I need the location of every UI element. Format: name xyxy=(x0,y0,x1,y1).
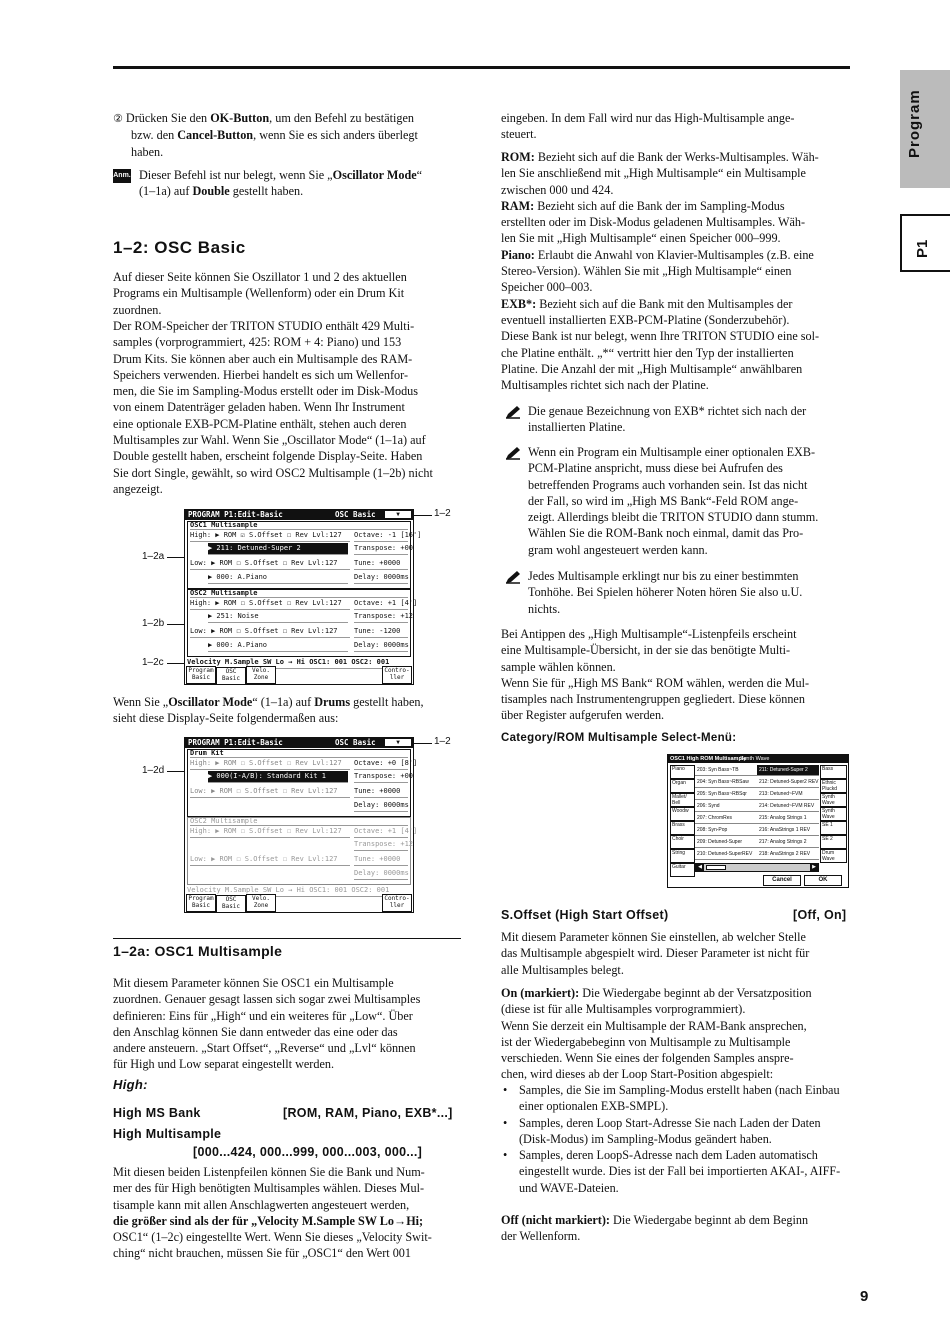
drum-low-row: Low: ▶ ROM ☐ S.Offset ☐ Rev Lvl:127 xyxy=(190,786,350,798)
screen-title-bar: PROGRAM P1:Edit-Basic OSC Basic ▼ xyxy=(185,510,413,520)
anm-icon: Anm. xyxy=(113,169,131,183)
note-exb-missing: Wenn ein Program ein Multisample einer optionalen EXB- PCM-Platine anspricht, muss diese bei Aufrufen des betreffenden Programs auch vorhanden sein. Ist das nicht der Fall, so wird im „High MS Bank“-Feld ROM ange- zeigt. Allerdings bleibt die TRITON STUDIO dann stumm. Wählen Sie die ROM-Bank noch einmal, damit das Pro- gram wohl angesteuert werden kann. xyxy=(528,445,819,557)
param-high-ms-bank-range: [ROM, RAM, Piano, EXB*...] xyxy=(283,1106,453,1120)
category-tab-organ[interactable]: Organ xyxy=(670,779,695,793)
callout-line-1-2c xyxy=(167,663,185,664)
callout-1-2a: 1–2a xyxy=(142,551,165,562)
off-description: Off (nicht markiert): Die Wiedergabe beginnt ab dem Beginn der Wellenform. xyxy=(501,1213,809,1244)
tab-osc-basic-2[interactable]: OSC Basic xyxy=(216,895,246,912)
osc1-transpose[interactable]: Transpose: +00 xyxy=(354,543,408,555)
callout-1-2b: 1–2b xyxy=(142,618,165,629)
drum-delay[interactable]: Delay: 0000ms xyxy=(354,800,408,812)
note-pitch-limit: Jedes Multisample erklingt nur bis zu einer bestimmten Tonhöhe. Bei Spielen höherer Noten hören Sie also u.U. nichts. xyxy=(528,569,803,616)
page-menu-button[interactable]: ▼ xyxy=(385,511,411,518)
anm-note: Dieser Befehl ist nur belegt, wenn Sie „Oscillator Mode“ (1–1a) auf Double gestellt haben. xyxy=(139,168,423,199)
category-tab-brass[interactable]: Brass xyxy=(670,821,695,835)
high-subheading: High: xyxy=(113,1077,148,1092)
drum-high-row: High: ▶ ROM ☐ S.Offset ☐ Rev Lvl:127 xyxy=(190,758,350,770)
param-s-offset: S.Offset (High Start Offset) xyxy=(501,908,669,922)
ms-list-item[interactable]: 206: Synd xyxy=(695,801,757,812)
rom-multisample-select-menu xyxy=(667,754,849,888)
category-tab-drum-wave[interactable]: Drum Wave xyxy=(820,849,847,863)
scroll-right-icon[interactable]: ▶ xyxy=(810,864,818,871)
ms-list-item[interactable]: 210: Detuned-SuperREV xyxy=(695,849,757,860)
osc2-header: OSC2 Multisample xyxy=(190,590,408,598)
category-tab-synth-wave[interactable]: Synth Wave xyxy=(820,793,847,807)
pencil-note-icon xyxy=(505,446,521,460)
sample-bullet-list xyxy=(501,1082,841,1196)
osc2-octave[interactable]: Octave: +1 [4'] xyxy=(354,598,408,610)
category-tab-choir[interactable]: Choir xyxy=(670,835,695,849)
screen-title-bar-2: PROGRAM P1:Edit-Basic OSC Basic ▼ xyxy=(185,738,413,748)
select-ok-button[interactable]: OK xyxy=(804,875,842,886)
drum-octave[interactable]: Octave: +0 [8'] xyxy=(354,758,408,770)
param-s-offset-range: [Off, On] xyxy=(793,908,847,922)
osc2-transpose-disabled: Transpose: +12 xyxy=(354,839,408,851)
side-tab-page-label: P1 xyxy=(914,239,931,258)
list-paragraph: Bei Antippen des „High Multisample“-Listenpfeils erscheint eine Multisample-Übersicht, in der sie das benötigte Multi- sample wählen können. Wenn Sie für „High MS Bank“ ROM wählen, werden die Mul- tisamples nach Instrumentengruppen gegliedert. Diese können über Register aufgerufen werden. xyxy=(501,627,810,723)
ms-list-item[interactable]: 203: Syn Bass~TB xyxy=(695,765,757,776)
ms-list-item[interactable]: 215: Analog Strings 1 xyxy=(757,813,819,824)
ms-list-item[interactable]: 216: AnaStrings 1 REV xyxy=(757,825,819,836)
ms-list-item[interactable]: 217: Analog Strings 2 xyxy=(757,837,819,848)
callout-line-1-2b xyxy=(167,624,185,625)
ms-list-item[interactable]: 205: Syn Bass~RBSqr xyxy=(695,789,757,800)
param-high-multisample: High Multisample xyxy=(113,1127,222,1141)
callout-1-2: 1–2 xyxy=(434,508,451,519)
callout-1-2c: 1–2c xyxy=(142,657,164,668)
osc1-high-multisample[interactable]: ▶ 211: Detuned-Super 2 xyxy=(208,543,348,555)
list-item: • Samples, die Sie im Sampling-Modus erstellt haben (nach Einbau einer optionalen EXB-SMPL). xyxy=(501,1082,841,1115)
osc2-tune[interactable]: Tune: -1200 xyxy=(354,626,408,638)
ms-list-item[interactable]: 208: Syn-Pop xyxy=(695,825,757,836)
ms-list-item[interactable]: 218: AnaStrings 2 REV xyxy=(757,849,819,860)
osc2-low-row[interactable]: Low: ▶ ROM ☐ S.Offset ☐ Rev Lvl:127 xyxy=(190,626,350,638)
osc2-low-multisample[interactable]: ▶ 000: A.Piano xyxy=(208,640,348,652)
select-cancel-button[interactable]: Cancel xyxy=(763,875,801,886)
drums-intro: Wenn Sie „Oscillator Mode“ (1–1a) auf Drums gestellt haben, sieht diese Display-Seite folgendermaßen aus: xyxy=(113,695,424,726)
osc1-high-row[interactable]: High: ▶ ROM ☑ S.Offset ☐ Rev Lvl:127 xyxy=(190,530,350,542)
osc1-octave[interactable]: Octave: -1 [16'] xyxy=(354,530,408,542)
osc1-header: OSC1 Multisample xyxy=(190,522,408,530)
side-tab-program-label: Program xyxy=(906,89,923,158)
tab-osc-basic[interactable]: OSC Basic xyxy=(216,667,246,684)
pencil-note-icon xyxy=(505,570,521,584)
callout-line-1-2 xyxy=(412,515,432,516)
callout-line-1-2-s2 xyxy=(412,743,432,744)
on-description: On (markiert): Die Wiedergabe beginnt ab der Versatzposition (diese ist für alle Multisamples vorprogrammiert). Wenn Sie derzeit ein Multisample der RAM-Bank ansprechen, ist der Wiedergabebeginn von Multisample zu Multisample verschieden. Wenn Sie eines der folgenden Samples anspre- chen, wird dieses ab der Loop Start-Position abgespielt: xyxy=(501,986,812,1082)
tab-velo-zone[interactable]: Velo. Zone xyxy=(246,666,276,684)
osc-basic-screen-double xyxy=(184,509,422,685)
list-item: • Samples, deren LoopS-Adresse nach dem Laden automatisch eingestellt wurde. Dies ist der Fall bei importierten AKAI-, AIFF- und WAVE-Dateien. xyxy=(501,1147,841,1196)
horizontal-scrollbar[interactable] xyxy=(695,863,819,872)
osc1-section xyxy=(187,521,422,589)
scroll-thumb[interactable] xyxy=(706,865,726,870)
osc1-tune[interactable]: Tune: +0000 xyxy=(354,558,408,570)
note-exb-name: Die genaue Bezeichnung von EXB* richtet sich nach der installierten Platine. xyxy=(528,404,807,435)
page-number: 9 xyxy=(860,1288,869,1305)
osc2-high-disabled: High: ▶ ROM ☐ S.Offset ☐ Rev Lvl:127 xyxy=(190,826,350,838)
velocity-switch-row-disabled: Velocity M.Sample SW Lo → Hi OSC1: 001 OSC2: 001 xyxy=(187,885,411,897)
tab-program-basic[interactable]: Program Basic xyxy=(186,666,216,684)
side-tab-page xyxy=(900,214,950,272)
category-select-heading: Category/ROM Multisample Select-Menü: xyxy=(501,732,737,744)
param-high-ms-bank: High MS Bank xyxy=(113,1106,201,1120)
category-tab-guitar[interactable]: Guitar xyxy=(670,863,695,877)
drum-kit-section xyxy=(187,749,418,817)
category-tab-ethnic[interactable]: Ethnic Pluckd xyxy=(820,779,847,793)
side-tab-program xyxy=(900,70,950,188)
osc2-octave-disabled: Octave: +1 [4'] xyxy=(354,826,408,838)
osc1-multisample-paragraph: Mit diesem Parameter können Sie OSC1 ein Multisample zuordnen. Genauer gesagt lassen sich sogar zwei Multisamples definieren: Eins für „High“ und ein weiteres für „Low“. Über den Anschlag können Sie dann entweder das eine oder das andere ansteuern. „Start Offset“, „Reverse“ und „Lvl“ können für High und Low separat eingestellt werden. xyxy=(113,976,421,1072)
drum-kit-header: Drum Kit xyxy=(190,750,408,758)
drum-tune[interactable]: Tune: +0000 xyxy=(354,786,408,798)
list-item: • Samples, deren Loop Start-Adresse Sie nach Laden der Daten (Disk-Modus) im Sampling-Modus geändert haben. xyxy=(501,1115,841,1148)
page-menu-button-2[interactable]: ▼ xyxy=(385,739,411,746)
step-2: ② Drücken Sie den OK-Button, um den Befehl zu bestätigen bzw. den Cancel-Button, wenn Sie es sich anders überlegt haben. xyxy=(113,111,418,159)
drum-kit-select[interactable]: ▶ 000(I-A/B): Standard Kit 1 xyxy=(208,771,348,783)
osc2-header-disabled: OSC2 Multisample xyxy=(190,818,408,826)
ms-list-item[interactable]: 214: Detuned~FVM REV xyxy=(757,801,819,812)
high-params-paragraph: Mit diesen beiden Listenpfeilen können Sie die Bank und Num- mer des für High benötigten Multisamples wählen. Dieses Mul- tisample kann mit allen Anschlagwerten angesteuert werden, die größer sind als der für „Velocity M.Sample SW Lo→Hi; OSC1“ (1–2c) eingestellte Wert. Wenn Sie dieses „Velocity Swit- ching“ nicht brauchen, müssen Sie für „OSC1“ den Wert 001 xyxy=(113,1165,432,1261)
ms-list-item[interactable]: 209: Detuned-Super xyxy=(695,837,757,848)
ms-list-item[interactable]: 212: Detuned-Super2 REV xyxy=(757,777,819,788)
tab-velo-zone-2[interactable]: Velo. Zone xyxy=(246,894,276,912)
osc2-low-disabled: Low: ▶ ROM ☐ S.Offset ☐ Rev Lvl:127 xyxy=(190,854,350,866)
callout-1-2-s2: 1–2 xyxy=(434,736,451,747)
intro-paragraph-2: Der ROM-Speicher der TRITON STUDIO enthält 429 Multi- samples (vorprogrammiert, 425: ROM + 4: Piano) und 153 Drum Kits. Sie können aber auch ein Multisample des RAM- Speichers verwenden. Hierbei handelt es sich um Wellenfor- men, die Sie im Sampling-Modus erstellt oder im Disk-Modus von einem Datenträger geladen haben. Wenn Ihr Instrument eine optionale EXB-PCM-Platine enthält, stehen auch deren Multisamples zur Wahl. Wenn Sie „Oscillator Mode“ (1–1a) auf Double gestellt haben, erscheint folgende Display-Seite. Haben Sie dort Single, gewählt, so wird OSC2 Multisample (1–2b) nicht angezeigt. xyxy=(113,319,433,496)
osc2-delay-disabled: Delay: 0000ms xyxy=(354,868,408,880)
category-tab-string[interactable]: String xyxy=(670,849,695,863)
osc-basic-screen-drums xyxy=(184,737,418,913)
velocity-switch-row[interactable]: Velocity M.Sample SW Lo → Hi OSC1: 001 OSC2: 001 xyxy=(187,657,411,669)
osc1-low-row[interactable]: Low: ▶ ROM ☐ S.Offset ☐ Rev Lvl:127 xyxy=(190,558,350,570)
category-tab-piano[interactable]: Piano xyxy=(670,765,695,779)
tab-controller[interactable]: Contro- ller xyxy=(382,666,412,684)
drum-transpose[interactable]: Transpose: +00 xyxy=(354,771,408,783)
param-high-multisample-range: [000...424, 000...999, 000...003, 000...] xyxy=(193,1145,423,1159)
intro-paragraph-1: Auf dieser Seite können Sie Oszillator 1 und 2 des aktuellen Programs ein Multisample (Wellenform) oder ein Drum Kit zuordnen. xyxy=(113,270,407,317)
category-tab-bass[interactable]: Bass xyxy=(820,765,847,779)
ms-list-item-selected[interactable]: 211: Detuned-Super 2 xyxy=(757,765,819,776)
callout-line-1-2a xyxy=(167,557,185,558)
osc2-delay[interactable]: Delay: 0000ms xyxy=(354,640,408,652)
osc2-high-row[interactable]: High: ▶ ROM ☐ S.Offset ☐ Rev Lvl:127 xyxy=(190,598,350,610)
tab-controller-2[interactable]: Contro- ller xyxy=(382,894,412,912)
ms-list-item[interactable]: 207: ChromRes xyxy=(695,813,757,824)
osc2-high-multisample[interactable]: ▶ 251: Noise xyxy=(208,611,348,623)
category-tab-synth-wave-2[interactable]: Synth Wave xyxy=(820,807,847,821)
osc1-delay[interactable]: Delay: 0000ms xyxy=(354,572,408,584)
ms-list-item[interactable]: 204: Syn Bass~RBSaw xyxy=(695,777,757,788)
scroll-left-icon[interactable]: ◀ xyxy=(696,864,704,871)
heading-osc1-multisample: 1–2a: OSC1 Multisample xyxy=(113,943,283,959)
osc1-low-multisample[interactable]: ▶ 000: A.Piano xyxy=(208,572,348,584)
category-tab-se2[interactable]: SE 2 xyxy=(820,835,847,849)
osc2-transpose[interactable]: Transpose: +12 xyxy=(354,611,408,623)
category-tab-se1[interactable]: SE 1 xyxy=(820,821,847,835)
continued-text: eingeben. In dem Fall wird nur das High-Multisample ange- steuert. xyxy=(501,111,795,142)
category-tab-woodwind[interactable]: Woodw xyxy=(670,807,695,821)
top-rule xyxy=(113,66,850,69)
pencil-note-icon xyxy=(505,405,521,419)
osc2-section-disabled xyxy=(187,817,418,885)
osc2-section xyxy=(187,589,418,657)
tab-program-basic-2[interactable]: Program Basic xyxy=(186,894,216,912)
callout-line-1-2d xyxy=(167,771,185,772)
section-rule xyxy=(113,938,461,939)
osc2-tune-disabled: Tune: +0000 xyxy=(354,854,408,866)
category-tab-mallet[interactable]: Mallet/ Bell xyxy=(670,793,695,807)
bank-descriptions: ROM: Bezieht sich auf die Bank der Werks-Multisamples. Wäh- len Sie anschließend mit „High Multisample“ ein Multisample zwischen 000 und 424. RAM: Bezieht sich auf die Bank der im Sampling-Modus erstellten oder im Disk-Modus geladenen Multisamples. Wäh- len Sie mit „High Multisample“ einen Speicher 000–999. Piano: Erlaubt die Anwahl von Klavier-Multisamples (z.B. eine Stereo-Version). Wählen Sie mit „High Multisample“ einen Speicher 000–003. EXB*: Bezieht sich auf die Bank mit den Multisamples der eventuell installierten EXB-PCM-Platine (Sonderzubehör). Diese Bank ist nur belegt, wenn Ihre TRITON STUDIO eine sol- che Platine enthält. „*“ vertritt hier den Typ der installierten Platine. Die Anzahl der mit „High Multisample“ anwählbaren Multisamples richtet sich nach der Platine. xyxy=(501,150,820,393)
ms-list-item[interactable]: 213: Detuned~FVM xyxy=(757,789,819,800)
callout-1-2d: 1–2d xyxy=(142,765,165,776)
heading-osc-basic: 1–2: OSC Basic xyxy=(113,238,246,257)
select-menu-title: OSC1 High ROM Multisample Synth Wave xyxy=(668,755,848,763)
s-offset-paragraph: Mit diesem Parameter können Sie einstellen, ab welcher Stelle das Multisample abgespielt wird. Dieser Parameter ist nicht für alle Multisamples belegt. xyxy=(501,930,810,977)
